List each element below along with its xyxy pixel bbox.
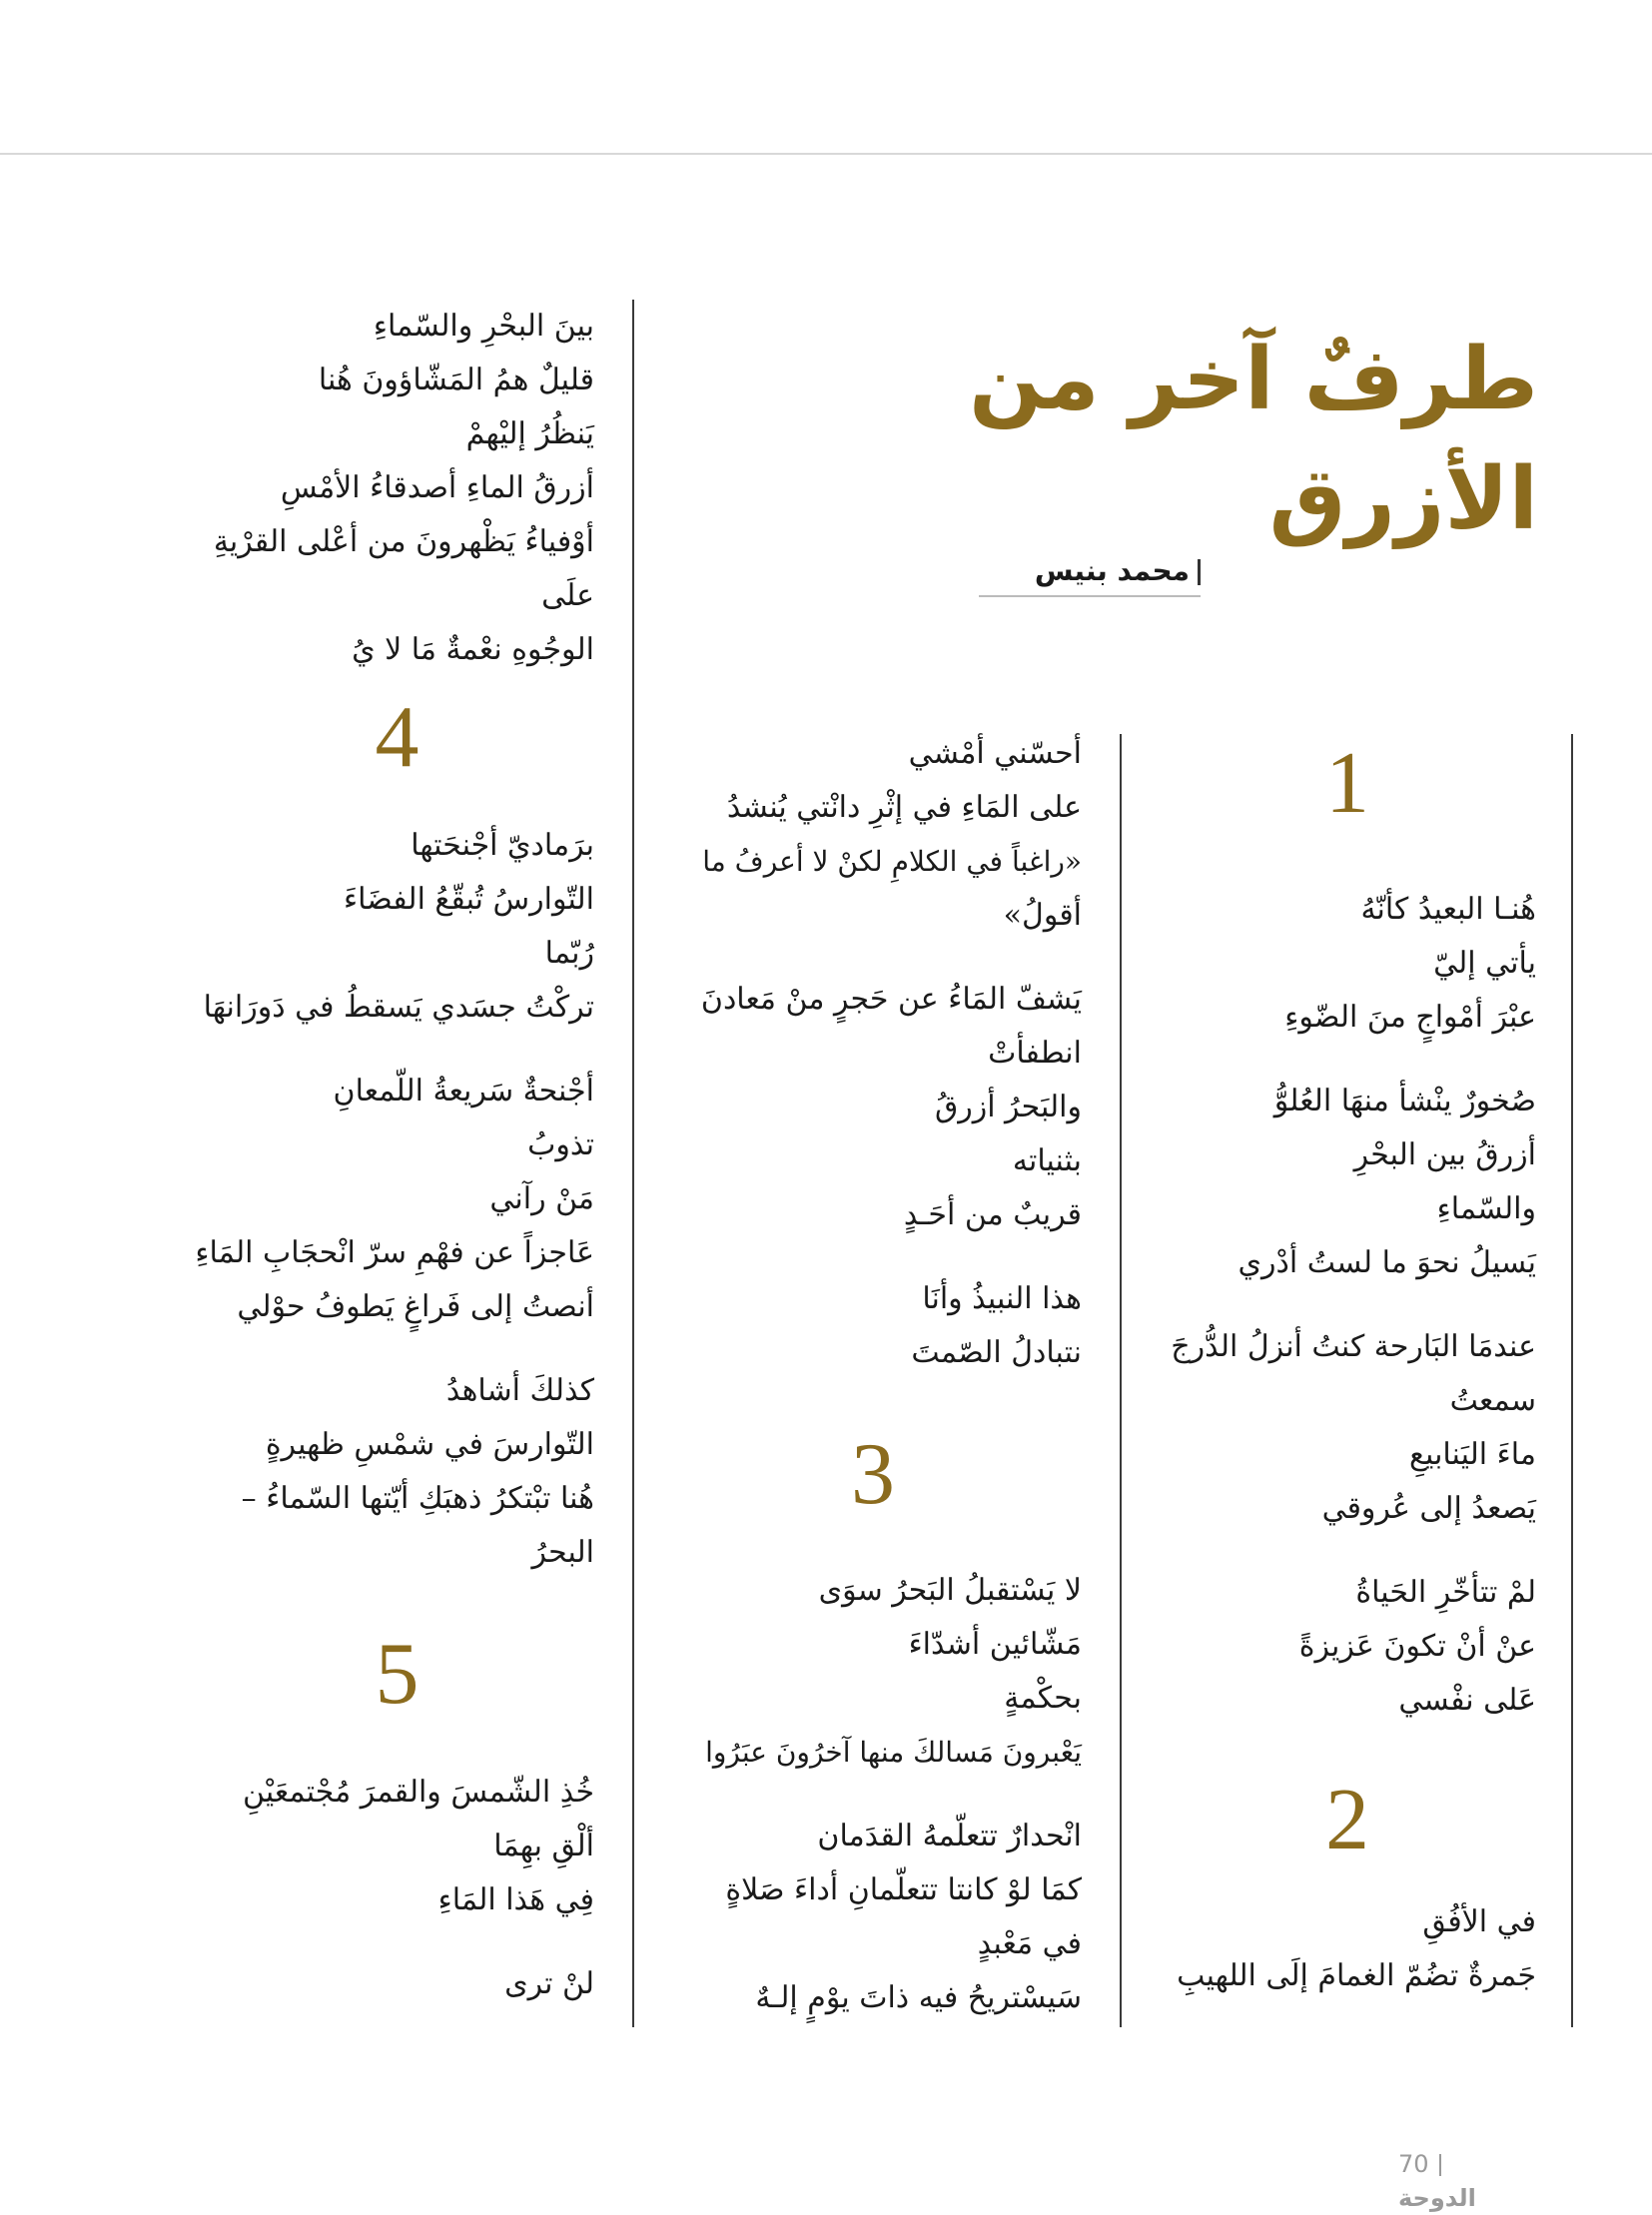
- section-2-stanza: [664, 973, 1082, 1242]
- byline-bar: [1198, 559, 1201, 585]
- verse-line: أجْنحةٌ سَريعةُ اللّمعانِ: [333, 1074, 594, 1108]
- verse-line: مَنْ رآني: [489, 1181, 594, 1216]
- verse-line: ماءَ اليَنابيعِ: [1409, 1437, 1536, 1472]
- verse-line: أوْفياءُ يَظْهرونَ من أعْلى القرْيةِ: [213, 524, 594, 559]
- verse-line: سَيسْتريحُ فيه ذاتَ يوْمٍ إلـهٌ: [755, 1980, 1082, 2015]
- verse-line: كمَا لوْ كانتا تتعلّمانِ أداءَ صَلاةٍ: [725, 1872, 1082, 1907]
- verse-line: صُخورٌ ينْشأ منهَا العُلوُّ: [1273, 1084, 1536, 1118]
- column-rule-left: [632, 300, 634, 2027]
- section-4-stanza: [170, 819, 594, 1035]
- verse-line: بينَ البحْرِ والسّماءِ: [373, 309, 594, 344]
- verse-line: عندمَا البَارحة كنتُ أنزلُ الدُّرجَ: [1171, 1329, 1536, 1364]
- verse-line: على المَاءِ في إثْرِ دانْتي يُنشدُ: [726, 790, 1082, 825]
- verse-line: علَى: [541, 578, 594, 613]
- verse-line: رُبّما: [544, 936, 594, 971]
- verse-line: بحكْمةٍ: [1004, 1681, 1082, 1716]
- section-3-stanza: [664, 1564, 1082, 1780]
- column-rule-middle: [1120, 734, 1122, 2027]
- section-3-stanza: [170, 300, 594, 677]
- column-rule-right: [1571, 734, 1573, 2027]
- verse-line: يَشفّ المَاءُ عن حَجرٍ منْ مَعادنَ: [700, 982, 1082, 1017]
- column-middle: [664, 727, 1082, 2025]
- section-2-stanza: [664, 1272, 1082, 1380]
- verse-line: والسّماءِ: [1436, 1191, 1536, 1226]
- section-number-2: 2: [1325, 1772, 1369, 1868]
- verse-line: يأتي إليّ: [1433, 946, 1536, 981]
- verse-line: برَماديّ أجْنحَتها: [411, 828, 594, 863]
- verse-line: يَعْبرونَ مَسالكَ منها آخرُونَ عبَرُوا: [705, 1736, 1082, 1769]
- column-left: [170, 300, 594, 2011]
- verse-line: أزرقُ بين البحْرِ: [1353, 1137, 1536, 1172]
- author-name: محمد بنيس: [1034, 554, 1190, 587]
- section-1-stanza: [1159, 883, 1536, 1045]
- verse-line: الوجُوهِ نعْمةٌ مَا لا يُ: [352, 632, 594, 667]
- verse-line: أزرقُ الماءِ أصدقاءُ الأمْسِ: [280, 470, 594, 505]
- column-right: [1159, 729, 1536, 2003]
- verse-line: قليلٌ همُ المَشّاؤونَ هُنا: [318, 363, 594, 397]
- section-number-3: 3: [851, 1426, 895, 1523]
- verse-line: سمعتُ: [1449, 1383, 1536, 1418]
- verse-line: لا يَسْتقبلُ البَحرُ سوَى: [818, 1573, 1082, 1608]
- section-number-1: 1: [1325, 735, 1369, 832]
- section-1-stanza: [1159, 1075, 1536, 1290]
- verse-line: عَلى نفْسي: [1398, 1683, 1536, 1718]
- section-3-stanza: [664, 1810, 1082, 2025]
- verse-line: هذا النبيذُ وأنَا: [922, 1281, 1082, 1316]
- section-2-stanza: [664, 727, 1082, 943]
- verse-line: عَاجزاً عن فهْمِ سرّ انْحجَابِ المَاءِ: [195, 1235, 594, 1270]
- section-number-5: 5: [375, 1626, 419, 1723]
- verse-line: يَسيلُ نحوَ ما لستُ أدْري: [1238, 1245, 1536, 1280]
- verse-line: هُنـا البعيدُ كأنّهُ: [1360, 892, 1536, 927]
- verse-line: عبْرَ أمْواجٍ منَ الضّوءِ: [1284, 1000, 1536, 1035]
- verse-line: التّوارسَ في شمْسِ ظهيرةٍ: [265, 1427, 594, 1462]
- verse-line: أقولُ»: [1003, 898, 1082, 933]
- section-5-stanza: [170, 1766, 594, 1927]
- verse-line: يَصعدُ إلى عُروقي: [1321, 1491, 1536, 1526]
- top-rule: [0, 153, 1652, 155]
- author-byline: [979, 551, 1201, 597]
- verse-line: تذوبُ: [527, 1127, 594, 1162]
- article-title: طرفٌ آخر من الأزرق: [969, 330, 1538, 549]
- section-5-stanza: [170, 1957, 594, 2011]
- page-number: 70: [1398, 2150, 1429, 2178]
- verse-line: عنْ أنْ تكونَ عَزيزةً: [1298, 1629, 1536, 1664]
- verse-line: لمْ تتأخّرِ الحَياةُ: [1355, 1575, 1536, 1610]
- page-footer: [1398, 2147, 1528, 2215]
- verse-line: خُذِ الشّمسَ والقمرَ مُجْتمعَيْنِ: [243, 1775, 594, 1810]
- verse-line: هُنا تبْتكرُ ذهبَكِ أيّتها السّماءُ –: [241, 1481, 594, 1516]
- section-4-stanza: [170, 1065, 594, 1334]
- magazine-logo: الدوحة: [1398, 2184, 1476, 2212]
- verse-line: «راغباً في الكلامِ لكنْ لا أعرفُ ما: [702, 845, 1082, 878]
- verse-line: تركْتُ جسَدي يَسقطُ في دَورَانهَا: [203, 990, 594, 1025]
- verse-line: انطفأتْ: [988, 1036, 1082, 1071]
- verse-line: في الأفُقِ: [1422, 1904, 1536, 1939]
- verse-line: والبَحرُ أزرقُ: [934, 1090, 1082, 1124]
- verse-line: فِي هَذا المَاءِ: [437, 1882, 594, 1917]
- verse-line: بثنياته: [1012, 1143, 1082, 1178]
- verse-line: أحسّني أمْشي: [908, 736, 1082, 771]
- verse-line: انْحدارٌ تتعلّمهُ القدَمان: [817, 1819, 1082, 1853]
- verse-line: جَمرةٌ تضُمّ الغمامَ إلَى اللهيبِ: [1177, 1958, 1536, 1993]
- verse-line: التّوارسُ تُبقّعُ الفضَاءَ: [343, 882, 594, 917]
- section-4-stanza: [170, 1364, 594, 1580]
- verse-line: أنصتُ إلى فَراغٍ يَطوفُ حوْلي: [237, 1289, 594, 1324]
- verse-line: في مَعْبدٍ: [977, 1926, 1082, 1961]
- section-2-stanza: [1159, 1895, 1536, 2003]
- verse-line: كذلكَ أشاهدُ: [445, 1373, 594, 1408]
- section-1-stanza: [1159, 1320, 1536, 1536]
- verse-line: يَنظُرُ إليْهمْ: [465, 416, 594, 451]
- verse-line: البحرُ: [531, 1535, 594, 1570]
- verse-line: قريبٌ من أحَـدٍ: [903, 1197, 1082, 1232]
- section-number-4: 4: [375, 689, 419, 786]
- section-1-stanza: [1159, 1566, 1536, 1728]
- verse-line: لنْ ترى: [504, 1966, 594, 2001]
- verse-line: نتبادلُ الصّمتَ: [911, 1335, 1082, 1370]
- verse-line: مَشّائين أشدّاءَ: [908, 1627, 1082, 1662]
- verse-line: ألْقِ بهِمَا: [493, 1829, 594, 1863]
- footer-separator: [1439, 2154, 1441, 2176]
